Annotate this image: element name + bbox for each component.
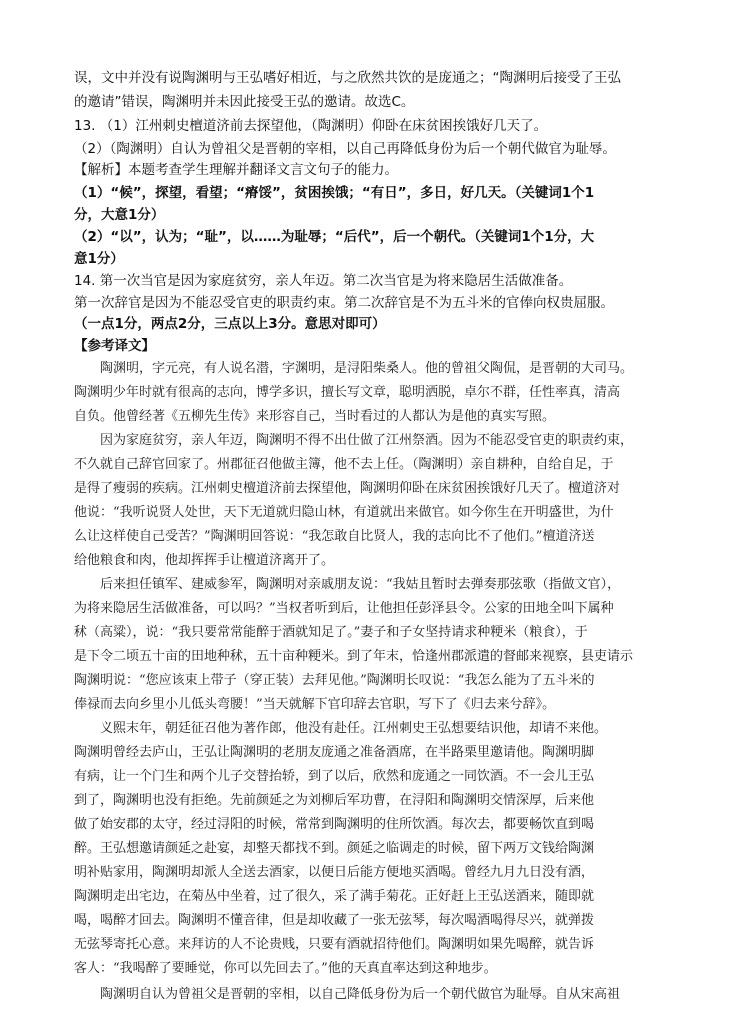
- scoring-line: （一点1分，两点2分，三点以上3分。意思对即可）: [74, 316, 386, 332]
- translation-line: 做了始安郡的太守，经过浔阳的时候，常常到陶渊明的住所饮酒。每次去，都要畅饮直到喝: [74, 817, 595, 832]
- translation-line: 后来担任镇军、建威参军，陶渊明对亲戚朋友说：“我姑且暂时去弹奏那弦歌（指做文官），: [74, 577, 621, 592]
- translation-line: 他说：“我听说贤人处世，天下无道就归隐山林，有道就出来做官。如今你生在开明盛世，为什: [74, 505, 614, 520]
- translation-line: 是得了瘦弱的疾病。江州刺史檀道济前去探望他，陶渊明仰卧在床贫困挨饿好几天了。檀道济对: [74, 481, 621, 496]
- translation-line: 义熙末年，朝廷征召他为著作郎，他没有赴任。江州刺史王弘想要结识他，却请不来他。: [74, 721, 608, 736]
- translation-line: 给他粮食和肉，他却挥挥手让檀道济离开了。: [74, 553, 335, 568]
- translation-line: 醉。王弘想邀请颜延之赴宴，却整天都找不到。颜延之临调走的时候，留下两万文钱给陶渊: [74, 841, 595, 856]
- translation-line: 陶渊明少年时就有很高的志向，博学多识，擅长写文章，聪明洒脱，卓尔不群，任性率真，清高: [74, 385, 621, 400]
- translation-line: 陶渊明说：“您应该束上带子（穿正装）去拜见他。”陶渊明长叹说：“我怎么能为了五斗米的: [74, 673, 595, 688]
- translation-line: 因为家庭贫穷，亲人年迈，陶渊明不得不出仕做了江州祭酒。因为不能忍受官吏的职责约束，: [74, 433, 634, 448]
- translation-line: 陶渊明，字元亮，有人说名潜，字渊明，是浔阳柴桑人。他的曾祖父陶侃，是晋朝的大司马。: [74, 361, 634, 376]
- analysis-line: 【解析】本题考查学生理解并翻译文言文句子的能力。: [74, 162, 398, 178]
- translation-line: 无弦琴寄托心意。来拜访的人不论贵贱，只要有酒就招待他们。陶渊明如果先喝醉，就告诉: [74, 937, 595, 952]
- scoring-line: （2）“以”，认为；“耻”，以……为耻辱；“后代”，后一个朝代。（关键词1个1分，大: [74, 229, 595, 245]
- answer-line: 的邀请”错误，陶渊明并未因此接受王弘的邀请。故选C。: [74, 94, 415, 110]
- translation-line: 客人：“我喝醉了要睡觉，你可以先回去了。”他的天真直率达到这种地步。: [74, 961, 497, 976]
- translation-line: 陶渊明曾经去庐山，王弘让陶渊明的老朋友庞通之准备酒席，在半路栗里邀请他。陶渊明脚: [74, 745, 595, 760]
- translation-line: 喝，喝醉才回去。陶渊明不懂音律，但是却收藏了一张无弦琴，每次喝酒喝得尽兴，就弹拨: [74, 913, 595, 928]
- translation-line: 是下令二顷五十亩的田地种秫，五十亩种粳米。到了年末，恰逢州郡派遣的督邮来视察，县吏请示: [74, 649, 634, 664]
- answer-13-line: 13. （1）江州刺史檀道济前去探望他，（陶渊明）仰卧在床贫困挨饿好几天了。: [74, 118, 548, 134]
- answer-line: 误，文中并没有说陶渊明与王弘嗜好相近，与之欣然共饮的是庞通之；“陶渊明后接受了王弘: [74, 70, 621, 86]
- translation-line: 陶渊明走出宅边，在菊丛中坐着，过了很久，采了满手菊花。正好赶上王弘送酒来，随即就: [74, 889, 595, 904]
- translation-line: 有病，让一个门生和两个儿子交替抬轿，到了以后，欣然和庞通之一同饮酒。不一会儿王弘: [74, 769, 595, 784]
- translation-line: 到了，陶渊明也没有拒绝。先前颜延之为刘柳后军功曹，在浔阳和陶渊明交情深厚，后来他: [74, 793, 595, 808]
- translation-line: 么让这样使自己受苦？”陶渊明回答说：“我怎敢自比贤人，我的志向比不了他们。”檀道济送: [74, 529, 595, 544]
- scoring-line: 意1分）: [74, 251, 124, 267]
- translation-line: 俸禄而去向乡里小儿低头弯腰！”当天就解下官印辞去官职，写下了《归去来兮辞》。: [74, 697, 556, 712]
- answer-14-line: 14. 第一次当官是因为家庭贫穷，亲人年迈。第二次当官是为将来隐居生活做准备。: [74, 273, 573, 289]
- translation-heading: 【参考译文】: [74, 338, 155, 354]
- translation-line: 为将来隐居生活做准备，可以吗？”当权者听到后，让他担任彭泽县令。公家的田地全叫下属种: [74, 601, 614, 616]
- scoring-line: （1）“候”，探望，看望；“瘠馁”，贫困挨饿；“有日”，多日，好几天。（关键词1个1: [74, 185, 595, 201]
- translation-line: 不久就自己辞官回家了。州郡征召他做主簿，他不去上任。（陶渊明）亲自耕种，自给自足，于: [74, 457, 614, 472]
- translation-line: 秫（高粱），说：“我只要常常能醉于酒就知足了。”妻子和子女坚持请求种粳米（粮食），于: [74, 625, 588, 640]
- answer-14-line: 第一次辞官是因为不能忍受官吏的职责约束。第二次辞官是不为五斗米的官俸向权贵屈服。: [74, 295, 614, 311]
- answer-13-line: （2）（陶渊明）自认为曾祖父是晋朝的宰相，以自己再降低身份为后一个朝代做官为耻辱。: [74, 141, 616, 157]
- translation-line: 自负。他曾经著《五柳先生传》来形容自己，当时看过的人都认为是他的真实写照。: [74, 409, 556, 424]
- scoring-line: 分，大意1分）: [74, 207, 165, 223]
- translation-line: 明补贴家用，陶渊明却派人全送去酒家，以便日后能方便地买酒喝。曾经九月九日没有酒，: [74, 865, 595, 880]
- translation-line: 陶渊明自认为曾祖父是晋朝的宰相，以自己降低身份为后一个朝代做官为耻辱。自从宋高祖: [74, 987, 621, 1002]
